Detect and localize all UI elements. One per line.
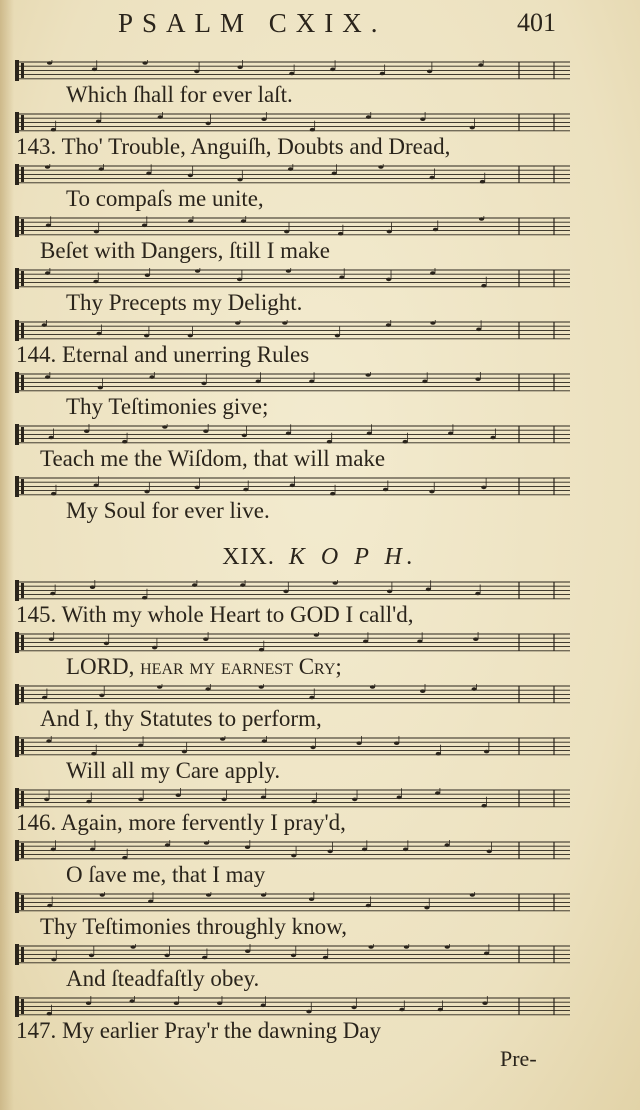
music-staff bbox=[14, 60, 570, 81]
music-staff bbox=[14, 268, 570, 289]
staff-lines bbox=[14, 112, 570, 133]
music-staff bbox=[14, 372, 570, 393]
staff-lines bbox=[14, 892, 570, 913]
lyric-line: Thy Teſtimonies throughly know, bbox=[40, 914, 347, 939]
staff-lines bbox=[14, 736, 570, 757]
staff-lines bbox=[14, 60, 570, 81]
lyric-line: LORD, hear my earneſt Cry; bbox=[66, 654, 342, 679]
music-staff bbox=[14, 684, 570, 705]
staff-lines bbox=[14, 944, 570, 965]
music-staff bbox=[14, 788, 570, 809]
music-staff bbox=[14, 580, 570, 601]
lyric-line: Beſet with Dangers, ſtill I make bbox=[40, 238, 330, 263]
page-number: 401 bbox=[517, 8, 556, 37]
staff-lines bbox=[14, 996, 570, 1017]
lyric-line: Thy Teſtimonies give; bbox=[66, 394, 269, 419]
section-heading bbox=[0, 544, 640, 571]
lyric-line: My Soul for ever live. bbox=[66, 498, 270, 523]
lyric-line: Will all my Care apply. bbox=[66, 758, 281, 783]
music-staff bbox=[14, 632, 570, 653]
music-staff bbox=[14, 424, 570, 445]
music-staff bbox=[14, 476, 570, 497]
staff-lines bbox=[14, 788, 570, 809]
staff-lines bbox=[14, 268, 570, 289]
music-staff bbox=[14, 944, 570, 965]
staff-lines bbox=[14, 632, 570, 653]
page-header bbox=[0, 6, 640, 40]
section-numeral: XIX. bbox=[222, 544, 275, 570]
staff-lines bbox=[14, 216, 570, 237]
staff-lines bbox=[14, 580, 570, 601]
lyric-line: Thy Precepts my Delight. bbox=[66, 290, 303, 315]
lyric-line: 144. Eternal and unerring Rules bbox=[16, 342, 310, 367]
staff-lines bbox=[14, 320, 570, 341]
staff-lines bbox=[14, 476, 570, 497]
lyric-line: Teach me the Wiſdom, that will make bbox=[40, 446, 386, 471]
music-staff bbox=[14, 164, 570, 185]
lyric-line: 143. Tho' Trouble, Anguiſh, Doubts and Dread, bbox=[16, 134, 451, 159]
music-staff bbox=[14, 996, 570, 1017]
lyric-line: To compaſs me unite, bbox=[66, 186, 264, 211]
music-staff bbox=[14, 736, 570, 757]
music-staff bbox=[14, 892, 570, 913]
staff-lines bbox=[14, 840, 570, 861]
music-staff bbox=[14, 112, 570, 133]
music-staff bbox=[14, 216, 570, 237]
lyric-line: 146. Again, more fervently I pray'd, bbox=[16, 810, 346, 835]
catchword: Pre- bbox=[500, 1046, 537, 1071]
staff-lines bbox=[14, 684, 570, 705]
running-title: PSALM CXIX. bbox=[118, 8, 387, 38]
staff-lines bbox=[14, 372, 570, 393]
section-hebrew-letter: K O P H. bbox=[288, 544, 418, 570]
music-staff bbox=[14, 840, 570, 861]
lyric-line: 145. With my whole Heart to GOD I call'd, bbox=[16, 602, 414, 627]
music-staff bbox=[14, 320, 570, 341]
lyric-line: And I, thy Statutes to perform, bbox=[40, 706, 322, 731]
lyric-line: Which ſhall for ever laſt. bbox=[66, 82, 293, 107]
staff-lines bbox=[14, 424, 570, 445]
lyric-line: And ſteadfaſtly obey. bbox=[66, 966, 260, 991]
lyric-line: O ſave me, that I may bbox=[66, 862, 266, 887]
lyric-line: 147. My earlier Pray'r the dawning Day bbox=[16, 1018, 382, 1043]
staff-lines bbox=[14, 164, 570, 185]
